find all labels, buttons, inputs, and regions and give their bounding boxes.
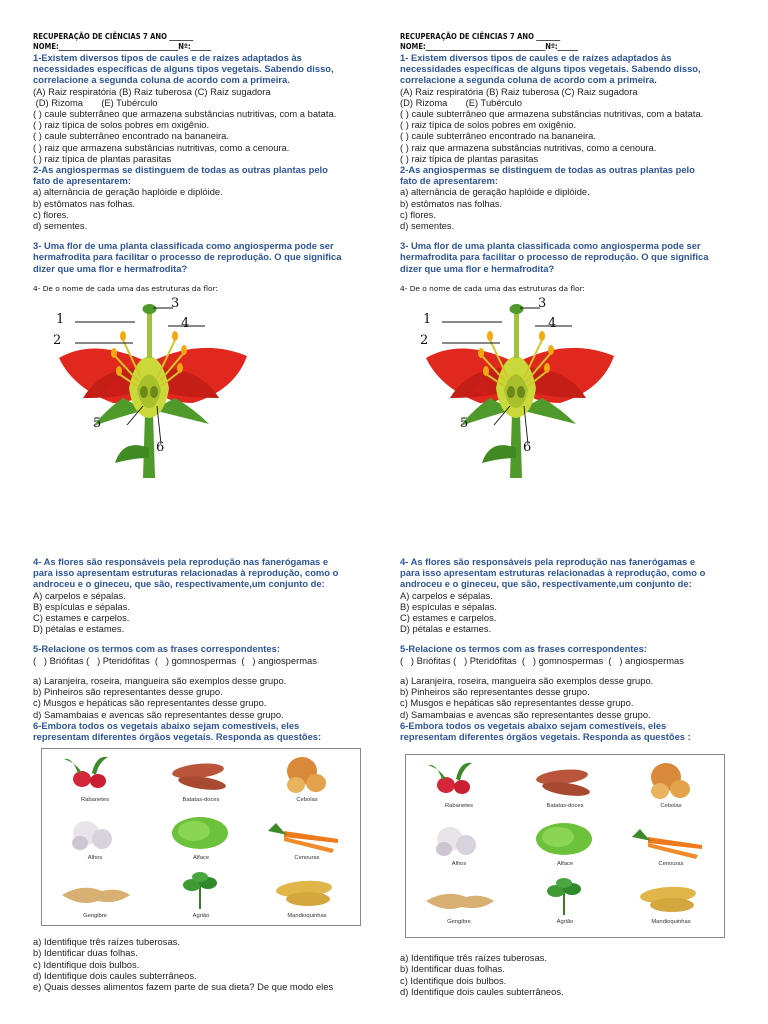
vegetables-image: [405, 754, 725, 938]
flower-label-4: 4: [548, 316, 557, 332]
vegetable-illustration: [42, 807, 148, 857]
q5-item: a) Laranjeira, roseira, mangueira são exemplos desse grupo.: [400, 674, 654, 686]
vegetable-illustration: [406, 871, 512, 921]
q1-options: (A) Raiz respiratória (B) Raiz tuberosa (C) Raiz sugadora: [33, 85, 271, 97]
vegetable-cell: [406, 813, 512, 871]
q1-prompt-line: 1-Existem diversos tipos de caules e de raízes adaptados às: [33, 52, 302, 63]
vegetable-label: Gengibre: [83, 912, 107, 919]
q4b-option: A) carpelos e sépalas.: [33, 589, 126, 601]
q4b-option: A) carpelos e sépalas.: [400, 589, 493, 601]
q4b-option: D) pétalas e estames.: [33, 623, 125, 635]
q2-prompt-line: fato de apresentarem:: [400, 175, 498, 187]
q5-item: b) Pinheiros são representantes desse grupo.: [400, 686, 590, 698]
q1-item: ( ) raiz típica de plantas parasitas: [400, 152, 539, 164]
q3-prompt-line: hermafrodita para facilitar o processo de reprodução. O que significa: [33, 251, 342, 263]
q2-prompt-line: 2-As angiospermas se distinguem de todas as outras plantas pelo: [400, 164, 695, 176]
vegetable-cell: [42, 749, 148, 807]
vegetable-label: Mandioquinhas: [651, 918, 691, 925]
vegetable-label: Alface: [556, 860, 574, 867]
q1-prompt-line: necessidades específicas de alguns tipos vegetais. Sabendo disso,: [33, 63, 334, 75]
vegetable-illustration: [254, 807, 360, 857]
vegetable-cell: [254, 865, 360, 923]
q6-item: c) Identifique dois bulbos.: [33, 958, 140, 970]
q4b-option: D) pétalas e estames.: [400, 623, 492, 635]
vegetable-label: Cenouras: [658, 860, 684, 867]
vegetable-label: Alhos: [451, 860, 467, 867]
q2-option: b) estômatos nas folhas.: [33, 197, 136, 209]
q3-prompt-line: dizer que uma flor e hermafrodita?: [33, 262, 188, 274]
vegetable-cell: [148, 807, 254, 865]
q4b-prompt-line: androceu e o gineceu, que são, respectivamente,um conjunto de:: [33, 578, 325, 590]
flower-label-1: 1: [56, 312, 65, 328]
q6-item: a) Identifique três raízes tuberosas.: [400, 952, 547, 964]
vegetable-label: Alhos: [87, 854, 103, 861]
vegetable-illustration: [618, 813, 724, 863]
vegetable-cell: [254, 807, 360, 865]
vegetable-illustration: [512, 755, 618, 805]
flower-illustration: [53, 298, 253, 478]
vegetable-label: Cebolas: [660, 802, 682, 809]
q5-item: c) Musgos e hepáticas são representantes desse grupo.: [400, 697, 634, 709]
vegetable-cell: [42, 865, 148, 923]
worksheet-copy-left: [33, 32, 393, 992]
q6-item: d) Identifique dois caules subterrâneos.: [33, 969, 197, 981]
vegetable-cell: [406, 755, 512, 813]
q1-prompt-line: 1- Existem diversos tipos de caules e de raízes adaptados às: [400, 52, 672, 63]
vegetable-illustration: [148, 749, 254, 799]
vegetable-illustration: [406, 755, 512, 805]
vegetable-cell: [512, 755, 618, 813]
vegetable-cell: [512, 813, 618, 871]
vegetable-label: Cebolas: [296, 796, 318, 803]
flower-label-5: 5: [460, 416, 469, 432]
q4b-prompt-line: para isso apresentam estruturas relacionadas à reprodução, como o: [400, 567, 706, 579]
vegetable-illustration: [254, 749, 360, 799]
flower-label-1: 1: [423, 312, 432, 328]
worksheet-copy-right: [400, 32, 760, 997]
q1-item: ( ) raiz típica de solos pobres em oxigênio.: [33, 119, 210, 131]
q3-prompt-line: hermafrodita para facilitar o processo de reprodução. O que significa: [400, 251, 709, 263]
q4b-prompt-line: para isso apresentam estruturas relacionadas à reprodução, como o: [33, 567, 339, 579]
vegetable-illustration: [512, 813, 618, 863]
vegetable-label: Agrião: [556, 918, 574, 925]
vegetable-label: Mandioquinhas: [287, 912, 327, 919]
flower-label-2: 2: [420, 333, 429, 349]
q1-item: ( ) caule subterrâneo que armazena substâncias nutritivas, com a batata.: [33, 108, 337, 120]
q6-item: b) Identificar duas folhas.: [33, 947, 138, 959]
q1-item: ( ) caule subterrâneo que armazena substâncias nutritivas, com a batata.: [400, 108, 704, 120]
q4-flower-prompt: 4- De o nome de cada uma das estruturas da flor:: [400, 283, 585, 293]
vegetable-cell: [618, 871, 724, 929]
vegetable-illustration: [42, 865, 148, 915]
q5-item: d) Samambaias e avencas são representantes desse grupo.: [400, 708, 651, 720]
q1-item: ( ) raiz que armazena substâncias nutritivas, como a cenoura.: [400, 141, 657, 153]
q3-prompt-line: 3- Uma flor de uma planta classificada como angiosperma pode ser: [400, 240, 701, 252]
q2-option: a) alternância de geração haplóide e diplóide.: [400, 186, 590, 198]
vegetable-illustration: [254, 865, 360, 915]
q5-groups: ( ) Briófitas ( ) Pteridófitas ( ) gomnospermas ( ) angiospermas: [33, 654, 317, 666]
q6-prompt-line: representam diferentes órgãos vegetais. Responda as questões :: [400, 730, 691, 742]
q6-item: d) Identifique dois caules subterrâneos.: [400, 985, 564, 997]
vegetable-illustration: [512, 871, 618, 921]
vegetable-label: Batatas-doces: [546, 802, 584, 809]
q2-prompt-line: 2-As angiospermas se distinguem de todas as outras plantas pelo: [33, 164, 328, 176]
flower-label-2: 2: [53, 333, 62, 349]
q2-option: d) sementes.: [33, 220, 88, 232]
q5-item: b) Pinheiros são representantes desse grupo.: [33, 686, 223, 698]
q6-item: b) Identificar duas folhas.: [400, 963, 505, 975]
q2-option: c) flores.: [33, 208, 69, 220]
vegetable-cell: [618, 755, 724, 813]
q6-prompt-line: representam diferentes órgãos vegetais. Responda as questões:: [33, 730, 322, 742]
vegetable-label: Cenouras: [294, 854, 320, 861]
flower-label-4: 4: [181, 316, 190, 332]
q6-item: e) Quais desses alimentos fazem parte de sua dieta? De que modo eles: [33, 980, 334, 992]
q6-prompt-line: 6-Embora todos os vegetais abaixo sejam comestíveis, eles: [400, 719, 667, 731]
q2-prompt-line: fato de apresentarem:: [33, 175, 131, 187]
q6-item: a) Identifique três raízes tuberosas.: [33, 936, 180, 948]
vegetable-illustration: [618, 871, 724, 921]
vegetable-cell: [148, 749, 254, 807]
flower-diagram: [420, 298, 620, 478]
worksheet-title: RECUPERAÇÃO DE CIÊNCIAS 7 ANO _______: [33, 32, 194, 41]
q5-item: a) Laranjeira, roseira, mangueira são exemplos desse grupo.: [33, 674, 287, 686]
q4b-prompt-line: 4- As flores são responsáveis pela reprodução nas fanerógamas e: [400, 556, 696, 568]
vegetable-cell: [406, 871, 512, 929]
vegetable-illustration: [42, 749, 148, 799]
vegetables-image: [41, 748, 361, 926]
q1-item: ( ) caule subterrâneo encontrado na bananeira.: [33, 130, 229, 142]
q2-option: b) estômatos nas folhas.: [400, 197, 503, 209]
q1-item: ( ) raiz típica de plantas parasitas: [33, 152, 172, 164]
q4-flower-prompt: 4- De o nome de cada uma das estruturas da flor:: [33, 283, 218, 293]
q5-prompt: 5-Relacione os termos com as frases correspondentes:: [33, 643, 280, 655]
name-line: NOME:___________________________________Nº:______: [33, 42, 212, 51]
name-line: NOME:___________________________________Nº:______: [400, 42, 579, 51]
q1-prompt-line: correlacione a segunda coluna de acordo com a primeira.: [400, 74, 657, 86]
vegetable-illustration: [148, 807, 254, 857]
flower-label-3: 3: [538, 296, 547, 312]
flower-diagram: [53, 298, 253, 478]
q6-item: c) Identifique dois bulbos.: [400, 974, 507, 986]
q2-option: a) alternância de geração haplóide e diplóide.: [33, 186, 223, 198]
q4b-prompt-line: androceu e o gineceu, que são, respectivamente,um conjunto de:: [400, 578, 692, 590]
q4b-option: B) espículas e sépalas.: [400, 600, 497, 612]
vegetable-cell: [512, 871, 618, 929]
q5-item: c) Musgos e hepáticas são representantes desse grupo.: [33, 697, 267, 709]
q4b-option: B) espículas e sépalas.: [33, 600, 130, 612]
vegetable-cell: [42, 807, 148, 865]
vegetable-illustration: [148, 865, 254, 915]
q4b-option: C) estames e carpelos.: [33, 612, 130, 624]
flower-label-3: 3: [171, 296, 180, 312]
q1-options: (D) Rizoma (E) Tubérculo: [33, 96, 158, 108]
q1-item: ( ) raiz típica de solos pobres em oxigênio.: [400, 119, 577, 131]
q1-prompt-line: necessidades específicas de alguns tipos vegetais. Sabendo disso,: [400, 63, 701, 75]
q1-options: (D) Rizoma (E) Tubérculo: [400, 96, 522, 108]
q1-item: ( ) raiz que armazena substâncias nutritivas, como a cenoura.: [33, 141, 290, 153]
flower-label-6: 6: [523, 440, 532, 456]
vegetable-label: Alface: [192, 854, 210, 861]
vegetable-illustration: [406, 813, 512, 863]
flower-label-6: 6: [156, 440, 165, 456]
q3-prompt-line: 3- Uma flor de uma planta classificada como angiosperma pode ser: [33, 240, 334, 252]
vegetable-label: Rabanetes: [80, 796, 110, 803]
vegetable-illustration: [618, 755, 724, 805]
q1-prompt-line: correlacione a segunda coluna de acordo com a primeira.: [33, 74, 290, 86]
q6-prompt-line: 6-Embora todos os vegetais abaixo sejam comestíveis, eles: [33, 719, 300, 731]
flower-label-5: 5: [93, 416, 102, 432]
q3-prompt-line: dizer que uma flor e hermafrodita?: [400, 262, 555, 274]
vegetable-label: Agrião: [192, 912, 210, 919]
worksheet-title: RECUPERAÇÃO DE CIÊNCIAS 7 ANO _______: [400, 32, 561, 41]
q2-option: c) flores.: [400, 208, 436, 220]
vegetable-cell: [254, 749, 360, 807]
vegetable-label: Batatas-doces: [182, 796, 220, 803]
q5-groups: ( ) Briófitas ( ) Pteridófitas ( ) gomnospermas ( ) angiospermas: [400, 654, 684, 666]
q1-item: ( ) caule subterrâneo encontrado na bananeira.: [400, 130, 596, 142]
q1-options: (A) Raiz respiratória (B) Raiz tuberosa (C) Raiz sugadora: [400, 85, 638, 97]
flower-illustration: [420, 298, 620, 478]
vegetable-label: Rabanetes: [444, 802, 474, 809]
vegetable-label: Gengibre: [447, 918, 471, 925]
q4b-option: C) estames e carpelos.: [400, 612, 497, 624]
vegetable-cell: [148, 865, 254, 923]
vegetable-cell: [618, 813, 724, 871]
q4b-prompt-line: 4- As flores são responsáveis pela reprodução nas fanerógamas e: [33, 556, 329, 568]
q5-item: d) Samambaias e avencas são representantes desse grupo.: [33, 708, 284, 720]
q5-prompt: 5-Relacione os termos com as frases correspondentes:: [400, 643, 647, 655]
q2-option: d) sementes.: [400, 220, 455, 232]
